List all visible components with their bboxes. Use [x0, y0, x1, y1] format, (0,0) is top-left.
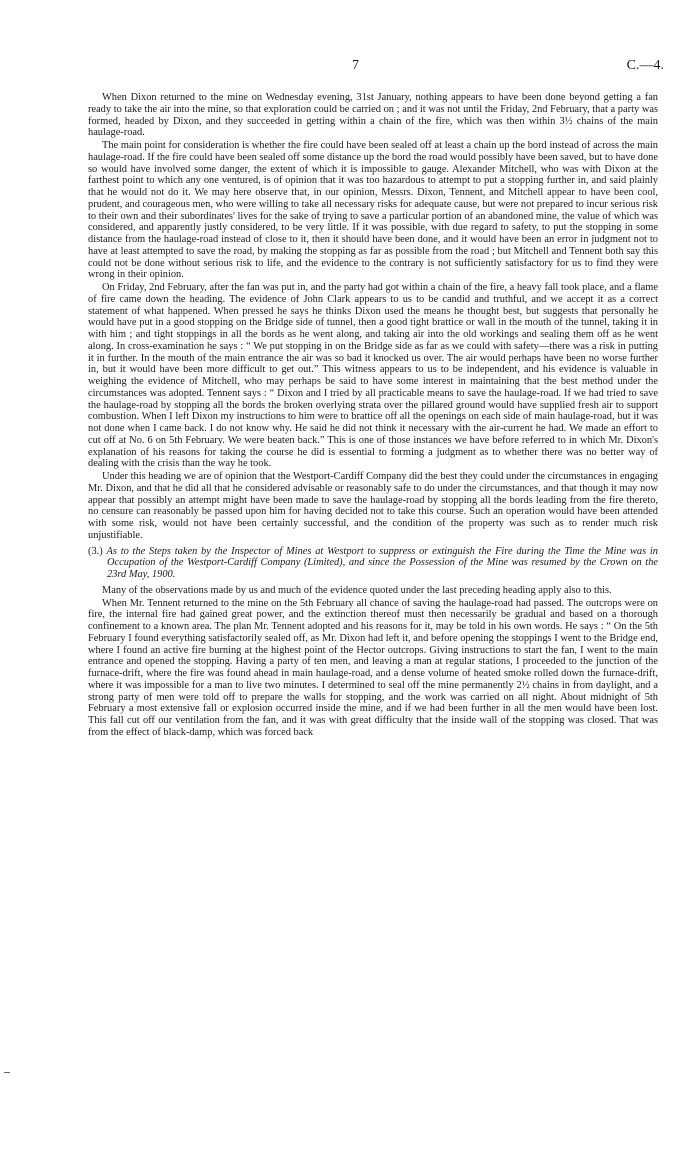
section-heading — [88, 546, 658, 581]
paragraph: On Friday, 2nd February, after the fan was put in, and the party had got within a chain of the fire, a heavy fall took place, and a flame of fire came down the heading. The evidence of John Clark appears to us to be candid and truthful, and we accept it as a correct statement of what happened. When pressed he says he thinks Dixon used the means he thought best, but suggests that personally he would have put in a good stopping on the Bridge side of tunnel, then a good tight brattice or wall in the mouth of the tunnel, taking it in with him ; and tight stoppings in all the bords as he went along, and taking air into the old workings and sealing them off as he went along. In cross-examination he says : “ We put stopping in on the Bridge side as far as we could with safety—there was a risk in putting it in further. In the mouth of the main entrance the air was so bad it knocked us over. The air would perhaps have been no worse further in, but it would have been more difficult to get out.” This witness appears to us to be independent, and his evidence is valuable in weighing the evidence of Mitchell, who may perhaps be said to have some interest in maintaining that the best method under the circumstances was adopted. Tennent says : “ Dixon and I tried by all practicable means to save the haulage-road. If we had tried to save the haulage-road by stopping all the bords the broken overlying strata over the pillared ground would have supplied fresh air to support combustion. When I left Dixon my instructions to him were to brattice off all the openings on each side of main haulage-road, but it was not done when I came back. I do not know why. He said he did not think it necessary with the air-current he had. We made an effort to cut off at No. 6 on 5th February. We were beaten back.” This is one of those instances we have before referred to in which Mr. Dixon's explanation of his reasons for taking the course he did is essential to forming a judgment as to whether there was no better way of dealing with the crisis than the way he took. — [88, 282, 658, 470]
page-header — [0, 58, 700, 80]
paper-code: C.—4. — [626, 58, 664, 73]
paragraph: When Dixon returned to the mine on Wednesday evening, 31st January, nothing appears to have been done beyond getting a fan ready to take the air into the mine, so that exploration could be carried on ; and it was not until the Friday, 2nd February, that a party was formed, headed by Dixon, and they succeeded in getting within a chain of the fire, which was then within 3½ chains of the main haulage-road. — [88, 92, 658, 139]
paragraph: Under this heading we are of opinion that the Westport-Cardiff Company did the best they could under the circumstances in engaging Mr. Dixon, and that he did all that he considered advisable or reasonably safe to do under the circumstances, and that though it may now appear that possibly an attempt might have been made to save the haulage-road by stopping all the bords leading from the fire thereto, no censure can reasonably be passed upon him for having decided not to take this course. Such an operation would have been attended with some risk, would not have been certainly successful, and the condition of the property was such as to render much risk unjustifiable. — [88, 471, 658, 541]
paragraph: When Mr. Tennent returned to the mine on the 5th February all chance of saving the haulage-road had passed. The outcrops were on fire, the internal fire had gained great power, and the extinction thereof must then necessarily be gradual and based on a thorough confinement to a known area. The plan Mr. Tennent adopted and his reasons for it, may be told in his own words. He says : “ On the 5th February I found everything satisfactorily sealed off, as Mr. Dixon had left it, and before opening the stoppings I went to the Bridge end, where I found an active fire burning at the highest point of the Hector outcrops. Giving instructions to start the fan, I went to the main entrance and opened the stopping. Having a party of ten men, and leaving a man at regular stations, I proceeded to the junction of the furnace-drift, where the fire was found ahead in main haulage-road, and a dense volume of heated smoke rolled down the furnace-drift, where it was impossible for a man to live two minutes. I determined to seal off the mine permanently 2½ chains in from daylight, and a strong party of men were told off to prepare the walls for stopping, and the work was carried on all night. About midnight of 5th February a most extensive fall or explosion occurred inside the mine, and if we had been further in all the men would have been lost. This fall cut off our ventilation from the fan, and it was with great difficulty that the inside wall of the stopping was closed. That was from the effect of black-damp, which was forced back — [88, 597, 658, 738]
section-number: (3.) — [88, 545, 103, 557]
section-heading-text: As to the Steps taken by the Inspector of Mines at Westport to suppress or extinguish the Fire during the Time the Mine was in Occupation of the Westport-Cardiff Company (Limited), and since the Possession of the Mine was resumed by the Crown on the 23rd May, 1900. — [106, 545, 658, 580]
paragraph: Many of the observations made by us and much of the evidence quoted under the last preceding heading apply also to this. — [102, 584, 612, 596]
paragraph: The main point for consideration is whether the fire could have been sealed off at least a chain up the bord instead of across the main haulage-road. If the fire could have been sealed off some distance up the bord the road would possibly have been saved, but to have done so would have involved some danger, the extent of which it is impossible to gauge. Alexander Mitchell, who was with Dixon at the farthest point to which any one ventured, is of opinion that it was too hazardous to attempt to put a stopping further in, and said plainly that he would not do it. We may here observe that, in our opinion, Messrs. Dixon, Tennent, and Mitchell appear to have been cool, prudent, and courageous men, who were willing to take all necessary risks for adequate cause, but were not prepared to incur serious risk to their own and their subordinates' lives for the sake of trying to save a particular portion of an abandoned mine, the value of which was considered, and apparently justly considered, to be very little. If it was possible, with due regard to safety, to put the stopping in some distance from the haulage-road instead of close to it, then it should have been done, and it would have been an error in judgment not to have at least attempted to save the road, by making the stopping as far as possible from the road ; but Mitchell and Tennent both say this could not be done without serious risk to life, and the evidence to the contrary is not sufficiently satisfactory for us to find they were wrong in their opinion. — [88, 140, 658, 281]
document-body — [88, 92, 658, 740]
page-number: 7 — [352, 58, 359, 73]
margin-mark — [4, 1072, 10, 1073]
